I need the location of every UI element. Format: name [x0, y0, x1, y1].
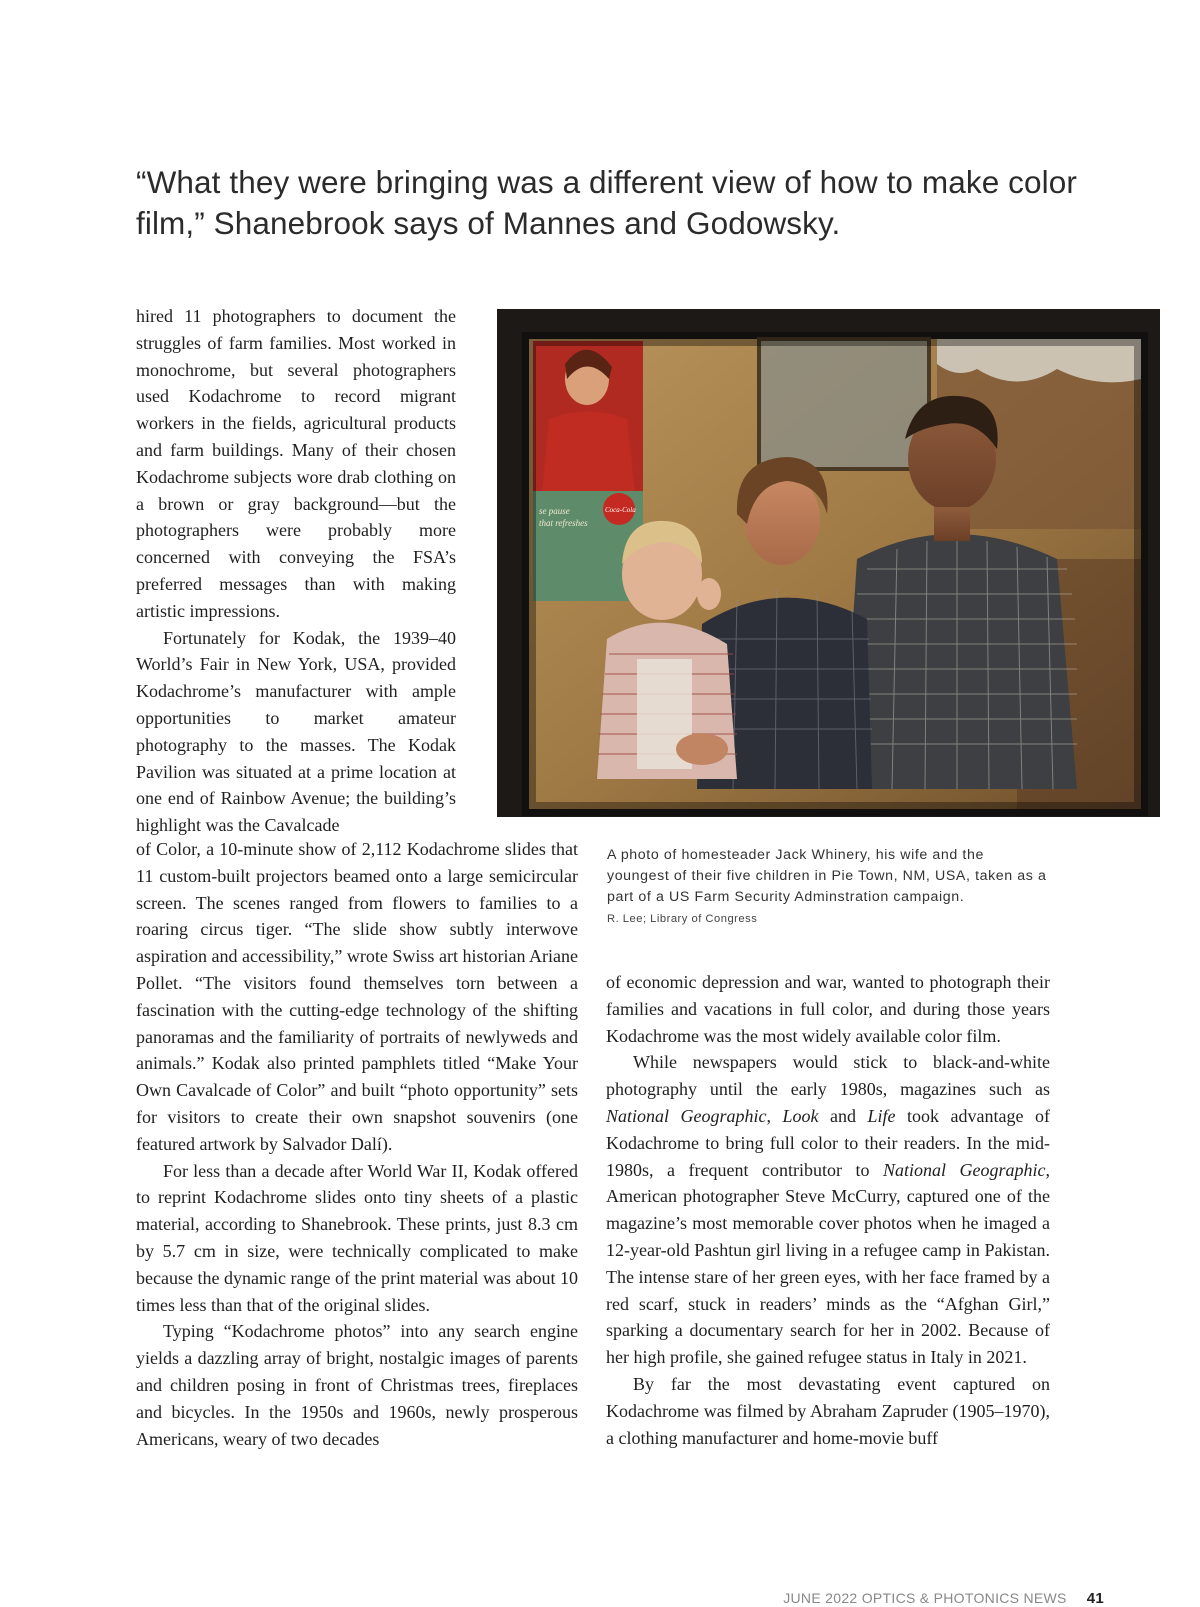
footer-issue: JUNE 2022 OPTICS & PHOTONICS NEWS [783, 1590, 1067, 1606]
body-paragraph: of economic depression and war, wanted to photograph their families and vacations in full color, and during those years Kodachrome was the most widely available color film. [606, 972, 1050, 1046]
body-paragraph: Typing “Kodachrome photos” into any search engine yields a dazzling array of bright, nostalgic images of parents and children posing in front of Christmas trees, fireplaces and bicycles. In the 1950s and 1960s, newly prosperous Americans, weary of two decades [136, 1321, 578, 1449]
left-column-bottom [136, 836, 578, 1452]
left-column-top [136, 303, 456, 839]
family-photo [497, 309, 1160, 817]
text-run: While newspapers would stick to black-and-white photography until the early 1980s, magazines such as [606, 1052, 1050, 1100]
text-run: , [766, 1105, 783, 1126]
pull-quote: “What they were bringing was a different view of how to make color film,” Shanebrook says of Mannes and Godowsky. [136, 164, 1077, 241]
photo-credit: R. Lee; Library of Congress [607, 913, 758, 925]
page-footer [783, 1590, 1104, 1607]
body-paragraph: hired 11 photographers to document the struggles of farm families. Most worked in monochrome, but several photographers used Kodachrome to record migrant workers in the fields, agricultural products and farm buildings. Many of their chosen Kodachrome subjects wore drab clothing on a brown or gray background—but the photographers were probably more concerned with conveying the FSA’s preferred messages than with making artistic impressions. [136, 306, 456, 621]
publication-title: National Geographic [882, 1159, 1046, 1180]
body-paragraph: Fortunately for Kodak, the 1939–40 World’s Fair in New York, USA, provided Kodachrome’s manufacturer with ample opportunities to market amateur photography to the masses. The Kodak Pavilion was situated at a prime location at one end of Rainbow Avenue; the building’s highlight was the Cavalcade [136, 627, 456, 836]
body-paragraph [606, 1049, 1050, 1371]
text-run: took advantage of Kodachrome to bring full color to their readers. In the mid-1980s, a frequent contributor to [606, 1105, 1050, 1180]
right-column [606, 969, 1050, 1451]
publication-title: Look [782, 1105, 819, 1126]
page-number: 41 [1086, 1590, 1104, 1607]
body-paragraph: For less than a decade after World War II, Kodak offered to reprint Kodachrome slides onto tiny sheets of a plastic material, according to Shanebrook. These prints, just 8.3 cm by 5.7 cm in size, were technically complicated to make because the dynamic range of the print material was about 10 times less than that of the original slides. [136, 1160, 578, 1315]
publication-title: Life [867, 1105, 896, 1126]
body-paragraph: By far the most devastating event captured on Kodachrome was filmed by Abraham Zapruder (1905–1970), a clothing manufacturer and home-movie buff [606, 1373, 1050, 1448]
publication-title: National Geographic [606, 1105, 767, 1126]
photo-caption: A photo of homesteader Jack Whinery, his wife and the youngest of their five children in Pie Town, NM, USA, taken as a part of a US Farm Security Adminstration campaign. [607, 847, 1047, 905]
family-photo-image [497, 309, 1160, 817]
text-run: and [818, 1105, 868, 1126]
text-run: , American photographer Steve McCurry, captured one of the magazine’s most memorable cover photos when he imaged a 12-year-old Pashtun girl living in a refugee camp in Pakistan. The intense stare of her green eyes, with her face framed by a red scarf, stuck in readers’ minds as the “Afghan Girl,” sparking a documentary search for her in 2002. Because of her high profile, she gained refugee status in Italy in 2021. [606, 1159, 1050, 1368]
poster-text: se pause [539, 506, 570, 516]
body-paragraph: of Color, a 10-minute show of 2,112 Kodachrome slides that 11 custom-built projectors beamed onto a large semicircular screen. The scenes ranged from flowers to families to a roaring circus tiger. “The slide show subtly interwove aspiration and accessibility,” wrote Swiss art historian Ariane Pollet. “The visitors found themselves torn between a fascination with the cutting-edge technology of the shifting panoramas and the familiarity of portraits of newlyweds and animals.” Kodak also printed pamphlets titled “Make Your Own Cavalcade of Color” and built “photo opportunity” sets for visitors to create their own snapshot souvenirs (one featured artwork by Salvador Dalí). [136, 839, 578, 1154]
poster-text: that refreshes [539, 518, 588, 528]
poster-brand: Coca-Cola [605, 506, 636, 514]
